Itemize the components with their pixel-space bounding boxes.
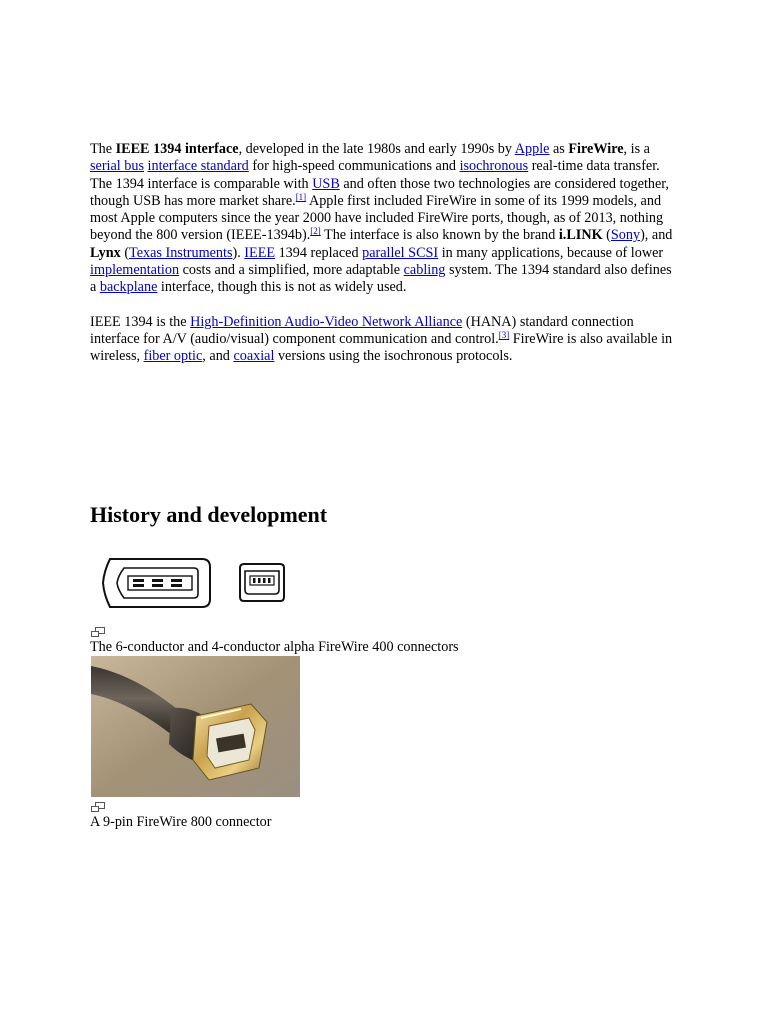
link-implementation[interactable]: implementation	[90, 262, 180, 279]
text: The interface is also known by the brand	[320, 227, 559, 244]
reference-3	[499, 330, 510, 340]
text: , is a	[623, 141, 650, 157]
text: (HANA) standard connection interface for A/V (audio/visual) component communication and control.	[90, 313, 634, 347]
text: ), and	[640, 227, 673, 244]
firewire-400-connectors-diagram	[102, 555, 288, 611]
contact	[133, 579, 144, 582]
text: , and	[202, 348, 234, 365]
text: Apple first included FireWire in some of its 1999 models, and most Apple computers since the year 2000 have included FireWire ports, though, as of 2013, nothing beyond the 800 version (IEEE-1394b).	[90, 192, 664, 244]
text: 1394 replaced	[275, 244, 363, 261]
reference-link-1[interactable]: [1]	[295, 191, 307, 202]
link-usb[interactable]: USB	[312, 175, 340, 192]
text: , developed in the late 1980s and early 1990s by	[238, 141, 515, 157]
text: versions using the isochronous protocols.	[274, 348, 513, 365]
link-apple[interactable]: Apple	[514, 141, 550, 157]
text: and often those two technologies are considered together, though USB has more market share.	[90, 175, 669, 209]
contact	[253, 578, 256, 583]
contact	[258, 578, 261, 583]
expand-image-icon[interactable]	[91, 802, 105, 812]
text: in many applications, because of lower	[438, 244, 664, 261]
image-caption-firewire-400: The 6-conductor and 4-conductor alpha FireWire 400 connectors	[90, 639, 459, 655]
text: costs and a simplified, more adaptable	[179, 262, 404, 279]
link-hana[interactable]: High-Definition Audio-Video Network Alliance	[190, 313, 463, 330]
link-isochronous[interactable]: isochronous	[459, 158, 529, 175]
link-serial-bus[interactable]: serial bus	[90, 158, 144, 175]
section-heading-history: History and development	[90, 502, 328, 527]
contact	[263, 578, 266, 583]
link-coaxial[interactable]: coaxial	[233, 348, 275, 365]
term-ieee-1394-interface: IEEE 1394 interface	[115, 141, 239, 157]
text: The	[90, 141, 116, 157]
expand-image-icon[interactable]	[91, 627, 105, 637]
six-conductor-blade	[128, 576, 192, 590]
link-fiber-optic[interactable]: fiber optic	[143, 348, 203, 365]
contact	[268, 578, 271, 583]
term-ilink: i.LINK	[558, 227, 603, 244]
text: as	[549, 141, 569, 157]
text: IEEE 1394 is the	[90, 313, 191, 330]
hana-paragraph	[90, 314, 680, 366]
reference-1	[296, 192, 307, 202]
text: for high-speed communications and	[248, 158, 460, 175]
reference-2	[310, 226, 321, 236]
contact	[171, 579, 182, 582]
link-parallel-scsi[interactable]: parallel SCSI	[362, 244, 439, 261]
text: (	[120, 244, 130, 261]
term-lynx: Lynx	[90, 244, 121, 261]
text: FireWire is also available in wireless,	[90, 330, 673, 365]
contact	[171, 584, 182, 587]
contact	[133, 584, 144, 587]
contact	[152, 584, 163, 587]
text: (	[602, 227, 611, 244]
link-ieee[interactable]: IEEE	[244, 244, 276, 261]
firewire-800-connector-photo	[91, 656, 300, 797]
contact	[152, 579, 163, 582]
link-sony[interactable]: Sony	[610, 227, 641, 244]
text: real-time data transfer. The 1394 interface is comparable with	[90, 158, 660, 192]
link-texas-instruments[interactable]: Texas Instruments	[129, 244, 233, 261]
text: ).	[232, 244, 245, 261]
reference-link-2[interactable]: [2]	[310, 226, 321, 237]
image-caption-firewire-800: A 9-pin FireWire 800 connector	[90, 814, 272, 830]
link-cabling[interactable]: cabling	[403, 262, 446, 279]
intro-paragraph	[90, 141, 680, 297]
link-backplane[interactable]: backplane	[99, 279, 158, 296]
text: system. The 1394 standard also defines a	[90, 262, 672, 296]
text: interface, though this is not as widely used.	[157, 279, 407, 296]
term-firewire: FireWire	[568, 141, 624, 157]
reference-link-3[interactable]: [3]	[498, 329, 510, 340]
article-body	[90, 141, 680, 830]
link-interface-standard[interactable]: interface standard	[147, 158, 249, 175]
